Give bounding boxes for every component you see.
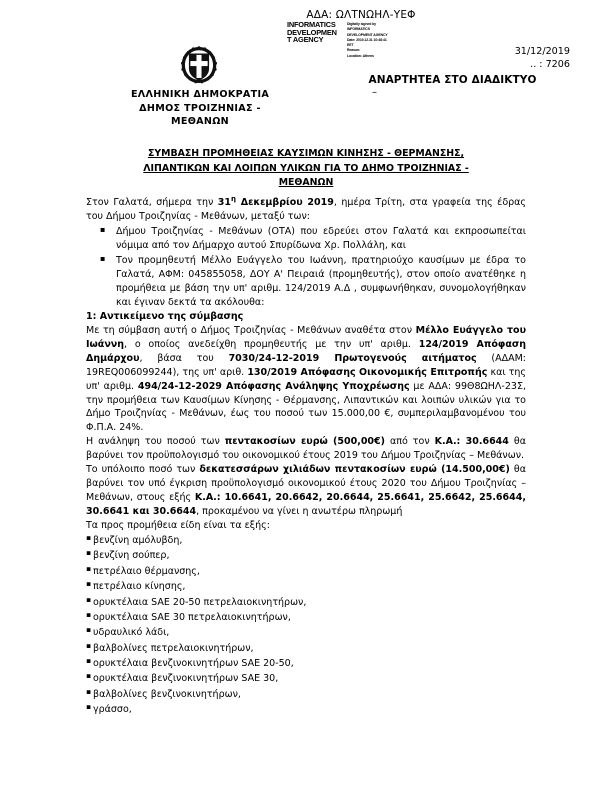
list-item: ▪ πετρέλαιο κίνησης, (86, 579, 526, 594)
list-item: ▪ υδραυλικό λάδι, (86, 625, 526, 640)
list-item: ▪ βενζίνη αμόλυβδη, (86, 533, 526, 548)
intro-paragraph: Στον Γαλατά, σήμερα την $31^\eta$ Δεκεμβρίου 2019, ημέρα Τρίτη, στα γραφεία της έδρας του Δήμου Τροιζηνίας - Μεθάνων, μεταξύ των: (86, 195, 526, 223)
budget-2020-paragraph: Το υπόλοιπο ποσό των δεκατεσσάρων χιλιάδων πεντακοσίων ευρώ (14.500,00€) θα βαρύνει τον υπό έγκριση προϋπολογισμό οικονομικού έτους 2020 του Δήμου Τροιζηνίας – Μεθάνων, στους εξής Κ.Α.: 10.6641, 20.6642, 20.6644, 25.6641, 25.6642, 25.6644, 30.6641 και 30.6644, προκαμένου να γίνει η ανωτέρω πληρωμή (86, 464, 526, 518)
publication-dash: – (372, 87, 377, 98)
title-line-2: ΛΙΠΑΝΤΙΚΩΝ ΚΑΙ ΛΟΙΠΩΝ ΥΛΙΚΩΝ ΓΙΑ ΤΟ ΔΗΜΟ ΤΡΟΙΖΗΝΙΑΣ - (143, 162, 469, 174)
budget-2019-paragraph: Η ανάληψη του ποσού των πεντακοσίων ευρώ (500,00€) από τον Κ.Α.: 30.6644 θα βαρύνει τον προϋπολογισμό του οικονομικού έτους 2019 του Δήμου Τροιζηνίας – Μεθάνων. (86, 436, 526, 462)
supply-items-list (86, 533, 526, 718)
section-1-paragraph: Με τη σύμβαση αυτή ο Δήμος Τροιζηνίας - Μεθάνων αναθέτα στον Μέλλο Ευάγγελο του Ιωάννη, ο οποίος ανεδείχθη προμηθευτής με την υπ' αριθμ. 124/2019 Απόφαση Δημάρχου, βάσα του 7030/24-12-2019 Πρωτογενούς αιτήματος (ΑΔΑΜ: 19REQ006099244), της υπ' αριθ. 130/2019 Απόφασης Οικονομικής Επιτροπής και της υπ' αριθμ. 494/24-12-2029 Απόφασης Ανάληψης Υποχρέωσης με ΑΔΑ: 99Θ8ΩΗΛ-23Σ, την προμήθεια των Καυσίμων Κίνησης - Θέρμανσης, Λιπαντικών και λοιπών υλικών για το Δήμο Τροιζηνίας - Μεθάνων, έως του ποσού των 15.000,00 €, συμπεριλαμβανομένου του Φ.Π.Α. 24%. (86, 324, 527, 434)
title-line-1: ΣΥΜΒΑΣΗ ΠΡΟΜΗΘΕΙΑΣ ΚΑΥΣΙΜΩΝ ΚΙΝΗΣΗΣ - ΘΕΡΜΑΝΣΗΣ, (147, 148, 465, 159)
document-title (86, 147, 526, 191)
list-item: ▪ Δήμου Τροιζηνίας - Μεθάνων (ΟΤΑ) που εδρεύει στον Γαλατά και εκπροσωπείται νόμιμα από τον Δήμαρχο αυτού Σπυρίδωνα Χρ. Πολλάλη, και (86, 225, 526, 253)
list-item: ▪ βαλβολίνες βενζινοκινητήρων, (86, 687, 526, 702)
list-item: ▪ ορυκτέλαια βενζινοκινητήρων SAE 20-50, (86, 656, 526, 671)
list-item: ▪ ορυκτέλαια SAE 20-50 πετρελαιοκινητήρων, (86, 595, 526, 610)
list-item: ▪ βενζίνη σούπερ, (86, 548, 526, 563)
list-item: ▪ πετρέλαιο θέρμανσης, (86, 564, 526, 579)
ada-reference-line: ΑΔΑ: ΩΛΤΝΩΗΛ-ΥΕΦ (306, 9, 416, 21)
authority-line-1: ΕΛΛΗΝΙΚΗ ΔΗΜΟΚΡΑΤΙΑ (130, 89, 270, 100)
list-item: ▪ ορυκτέλαια SAE 30 πετρελαιοκινητήρων, (86, 610, 526, 625)
title-line-3: ΜΕΘΑΝΩΝ (278, 177, 334, 189)
stamp-signature-details: Digitally signed by INFORMATICS DEVELOPMENT AGENCY Date: 2019.12.31 10:48:41 EET Reason: Location: Athens (347, 22, 388, 58)
authority-line-3: ΜΕΘΑΝΩΝ (171, 116, 229, 128)
publication-notice: ΑΝΑΡΤΗΤΕΑ ΣΤΟ ΔΙΑΔΙΚΤΥΟ (368, 74, 537, 86)
header-date-block (360, 46, 570, 71)
document-body (86, 194, 526, 718)
items-intro: Τα προς προμήθεια είδη είναι τα εξής: (86, 520, 270, 532)
section-1-heading: 1: Αντικείμενο της σύμβασης (86, 310, 244, 322)
list-item: ▪ ορυκτέλαια βενζινοκινητήρων SAE 30, (86, 671, 526, 686)
protocol-number: .. : 7206 (530, 58, 570, 70)
list-item: ▪ γράσσο, (86, 702, 526, 717)
document-date: 31/12/2019 (514, 46, 570, 57)
contracting-parties-list (86, 225, 526, 310)
authority-line-2: ΔΗΜΟΣ ΤΡΟΙΖΗΝΙΑΣ - (139, 102, 261, 114)
list-item: ▪ βαλβολίνες πετρελαιοκινητήρων, (86, 641, 526, 656)
issuing-authority (60, 88, 340, 129)
stamp-agency-name: INFORMATICS DEVELOPMEN T AGENCY (287, 20, 337, 45)
greek-coat-of-arms-icon (181, 46, 217, 84)
list-item: ▪ Τον προμηθευτή Μέλλο Ευάγγελο του Ιωάννη, πρατηριούχο καυσίμων με έδρα το Γαλατά, ΑΦΜ: 045855058, ΔΟΥ Α' Πειραιά (προμηθευτής), στον οποίο ανατέθηκε η προμήθεια με βάση την υπ' αριθμ. 124/2019 Α.Δ , συμφωνήθηκαν, συνομολογήθηκαν και έγιναν δεκτά τα ακόλουθα: (86, 254, 526, 310)
